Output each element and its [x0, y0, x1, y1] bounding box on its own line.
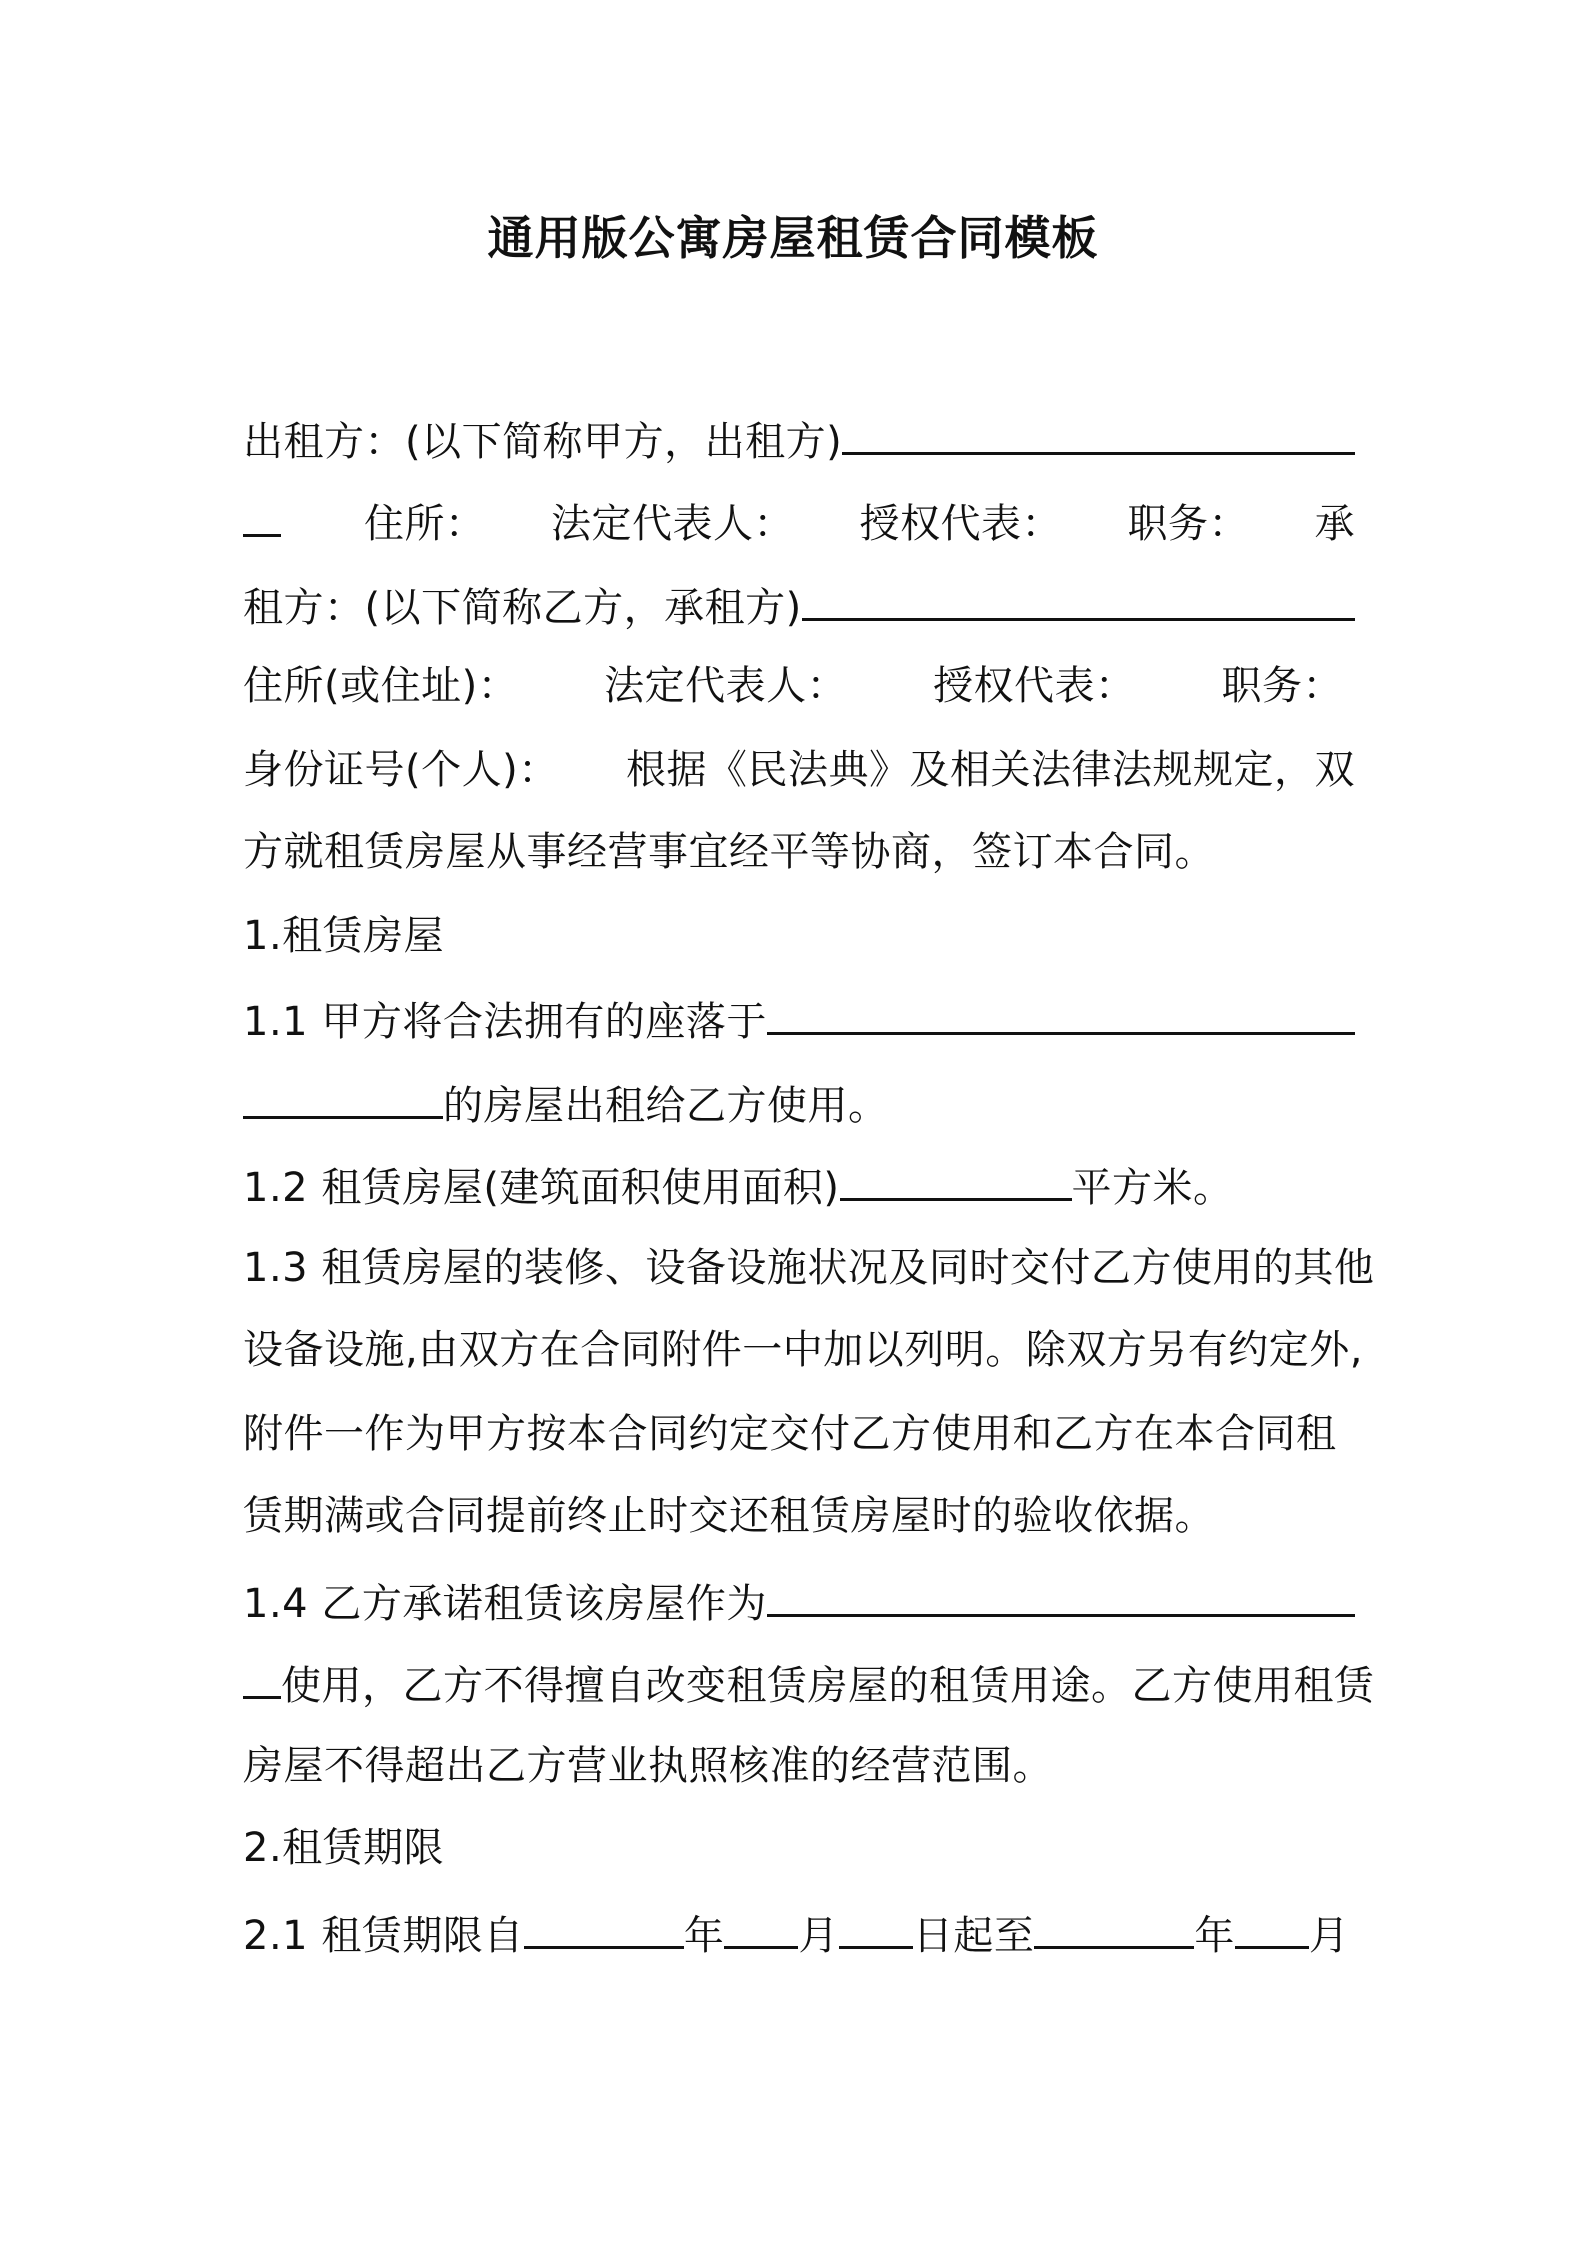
clause-2-1-line [243, 1902, 1355, 1962]
start-year-blank [524, 1902, 684, 1949]
start-month-blank [724, 1902, 798, 1949]
lessor-fields [364, 494, 1355, 554]
section-2-title: 2.租赁期限 [243, 1825, 445, 1871]
lessee-label: 租方：(以下简称乙方，承租方) [243, 585, 802, 631]
clause-1-3-line-1 [243, 1238, 1375, 1298]
clause-1-2-unit: 平方米。 [1071, 1165, 1234, 1211]
lessor-name-blank [842, 408, 1355, 455]
section-1-title: 1.租赁房屋 [243, 913, 445, 959]
address-label: 住所： [364, 501, 486, 547]
id-preamble-line [243, 740, 1355, 800]
lessee-fields-line [243, 656, 1355, 716]
lessor-line [243, 408, 1355, 468]
end-month-blank [1235, 1902, 1309, 1949]
section-2-heading [243, 1818, 1355, 1878]
end-year-label: 年 [1194, 1913, 1235, 1959]
usage-blank-cont [243, 1652, 281, 1699]
start-year-label: 年 [683, 1913, 725, 1959]
clause-1-4-line-3 [243, 1736, 1355, 1796]
preamble-text-a: 根据《民法典》及相关法律法规规定，双 [626, 747, 1355, 793]
start-day-blank [839, 1902, 913, 1949]
id-number-label: 身份证号(个人)： [243, 747, 559, 793]
clause-1-1-text: 1.1 甲方将合法拥有的座落于 [243, 999, 767, 1045]
end-year-blank [1034, 1902, 1194, 1949]
clause-1-4-text: 1.4 乙方承诺租赁该房屋作为 [243, 1581, 767, 1627]
clause-1-3-line-2 [243, 1320, 1363, 1380]
usage-blank [767, 1570, 1355, 1617]
position-label: 职务： [1127, 501, 1249, 547]
authorized-rep-label: 授权代表： [859, 501, 1062, 547]
clause-1-3-text-3: 附件一作为甲方按本合同约定交付乙方使用和乙方在本合同租 [243, 1411, 1337, 1457]
lessor-name-blank-cont [243, 490, 281, 537]
lessee-label-start: 承 [1314, 501, 1355, 547]
clause-1-1-text-b: 的房屋出租给乙方使用。 [443, 1083, 889, 1129]
clause-2-1-text: 2.1 租赁期限自 [243, 1913, 524, 1959]
clause-1-3-text-1: 1.3 租赁房屋的装修、设备设施状况及同时交付乙方使用的其他 [243, 1245, 1375, 1291]
clause-1-1-line [243, 988, 1355, 1048]
end-month-label: 月 [1308, 1913, 1350, 1959]
start-month-label: 月 [798, 1913, 839, 1959]
preamble-line-2 [243, 822, 1355, 882]
clause-1-4-line-2 [243, 1652, 1375, 1712]
lessor-fields-line [243, 490, 1355, 550]
residence-label: 住所(或住址)： [243, 663, 519, 709]
lessee-authorized-rep-label: 授权代表： [933, 663, 1136, 709]
clause-1-3-line-3 [243, 1404, 1355, 1464]
location-blank [767, 988, 1355, 1035]
start-day-label: 日起至 [912, 1913, 1035, 1959]
clause-1-3-text-2: 设备设施,由双方在合同附件一中加以列明。除双方另有约定外, [243, 1327, 1363, 1373]
lessee-legal-rep-label: 法定代表人： [604, 663, 848, 709]
clause-1-4-text-b: 使用，乙方不得擅自改变租赁房屋的租赁用途。乙方使用租赁 [281, 1663, 1375, 1709]
preamble-text-b: 方就租赁房屋从事经营事宜经平等协商，签订本合同。 [243, 829, 1215, 875]
clause-1-1-line-2 [243, 1072, 1355, 1132]
legal-rep-label: 法定代表人： [551, 501, 794, 547]
area-blank [840, 1154, 1072, 1201]
lessee-line [243, 574, 1355, 634]
clause-1-3-line-4 [243, 1486, 1355, 1546]
clause-1-2-text: 1.2 租赁房屋(建筑面积使用面积) [243, 1165, 840, 1211]
clause-1-3-text-4: 赁期满或合同提前终止时交还租赁房屋时的验收依据。 [243, 1493, 1215, 1539]
lessor-label: 出租方：(以下简称甲方，出租方) [243, 419, 843, 465]
lessee-name-blank [802, 574, 1355, 621]
location-blank-cont [243, 1072, 443, 1119]
clause-1-2-line [243, 1154, 1355, 1214]
clause-1-4-line [243, 1570, 1355, 1630]
clause-1-4-text-c: 房屋不得超出乙方营业执照核准的经营范围。 [243, 1743, 1053, 1789]
lessee-position-label: 职务： [1221, 663, 1343, 709]
document-title: 通用版公寓房屋租赁合同模板 [487, 211, 1099, 265]
section-1-heading [243, 906, 1355, 966]
